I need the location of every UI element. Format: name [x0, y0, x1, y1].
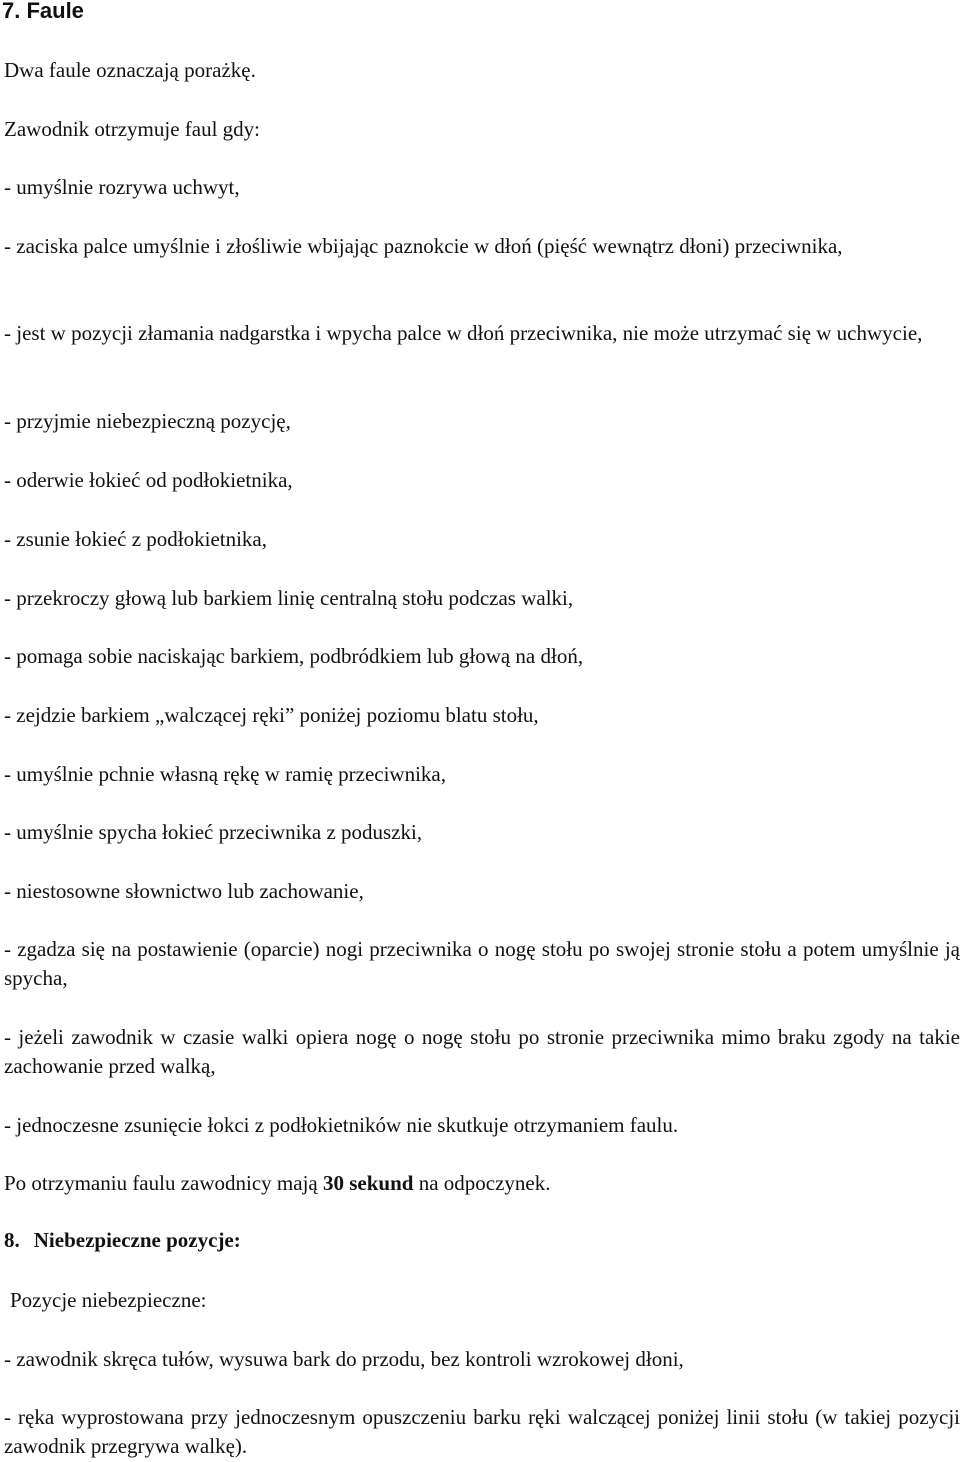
foul-item: - przekroczy głową lub barkiem linię centralną stołu podczas walki, [4, 586, 574, 610]
foul-item: - jeżeli zawodnik w czasie walki opiera nogę o nogę stołu po stronie przeciwnika mimo braku zgody na takie zachowanie przed walką, [4, 1025, 960, 1078]
foul-item: - umyślnie spycha łokieć przeciwnika z poduszki, [4, 820, 423, 844]
fouls-lead-in: Zawodnik otrzymuje faul gdy: [4, 117, 261, 141]
foul-item: - umyślnie rozrywa uchwyt, [4, 175, 240, 199]
foul-item: - przyjmie niebezpieczną pozycję, [4, 409, 291, 433]
section-8-title: Niebezpieczne pozycje: [33, 1228, 241, 1252]
section-8-heading [4, 1226, 241, 1255]
rest-text-before: Po otrzymaniu faulu zawodnicy mają [4, 1171, 323, 1195]
section-7-intro: Dwa faule oznaczają porażkę. [4, 58, 256, 82]
foul-item: - jest w pozycji złamania nadgarstka i wpycha palce w dłoń przeciwnika, nie może utrzymać się w uchwycie, [4, 321, 923, 345]
foul-item: - oderwie łokieć od podłokietnika, [4, 468, 293, 492]
section-8-number: 8. [4, 1228, 20, 1252]
foul-item: - pomaga sobie naciskając barkiem, podbródkiem lub głową na dłoń, [4, 644, 584, 668]
foul-note: - jednoczesne zsunięcie łokci z podłokietników nie skutkuje otrzymaniem faulu. [4, 1113, 679, 1137]
foul-item: - zejdzie barkiem „walczącej ręki” poniżej poziomu blatu stołu, [4, 703, 539, 727]
rest-time-sentence [4, 1169, 960, 1198]
foul-item: - niestosowne słownictwo lub zachowanie, [4, 879, 364, 903]
dangerous-position-item: - ręka wyprostowana przy jednoczesnym opuszczeniu barku ręki walczącej poniżej linii stołu (w takiej pozycji zawodnik przegrywa walkę). [4, 1405, 960, 1458]
rest-text-after: na odpoczynek. [413, 1171, 551, 1195]
dangerous-position-item: - zawodnik skręca tułów, wysuwa bark do przodu, bez kontroli wzrokowej dłoni, [4, 1347, 684, 1371]
rest-duration: 30 sekund [323, 1171, 414, 1195]
section-8-subtitle: Pozycje niebezpieczne: [10, 1288, 207, 1312]
foul-item: - zsunie łokieć z podłokietnika, [4, 527, 268, 551]
foul-item: - zaciska palce umyślnie i złośliwie wbijając paznokcie w dłoń (pięść wewnątrz dłoni) przeciwnika, [4, 234, 843, 258]
section-7-heading: 7. Faule [2, 0, 84, 23]
foul-item: - zgadza się na postawienie (oparcie) nogi przeciwnika o nogę stołu po swojej stronie stołu a potem umyślnie ją spycha, [4, 937, 960, 990]
foul-item: - umyślnie pchnie własną rękę w ramię przeciwnika, [4, 762, 446, 786]
